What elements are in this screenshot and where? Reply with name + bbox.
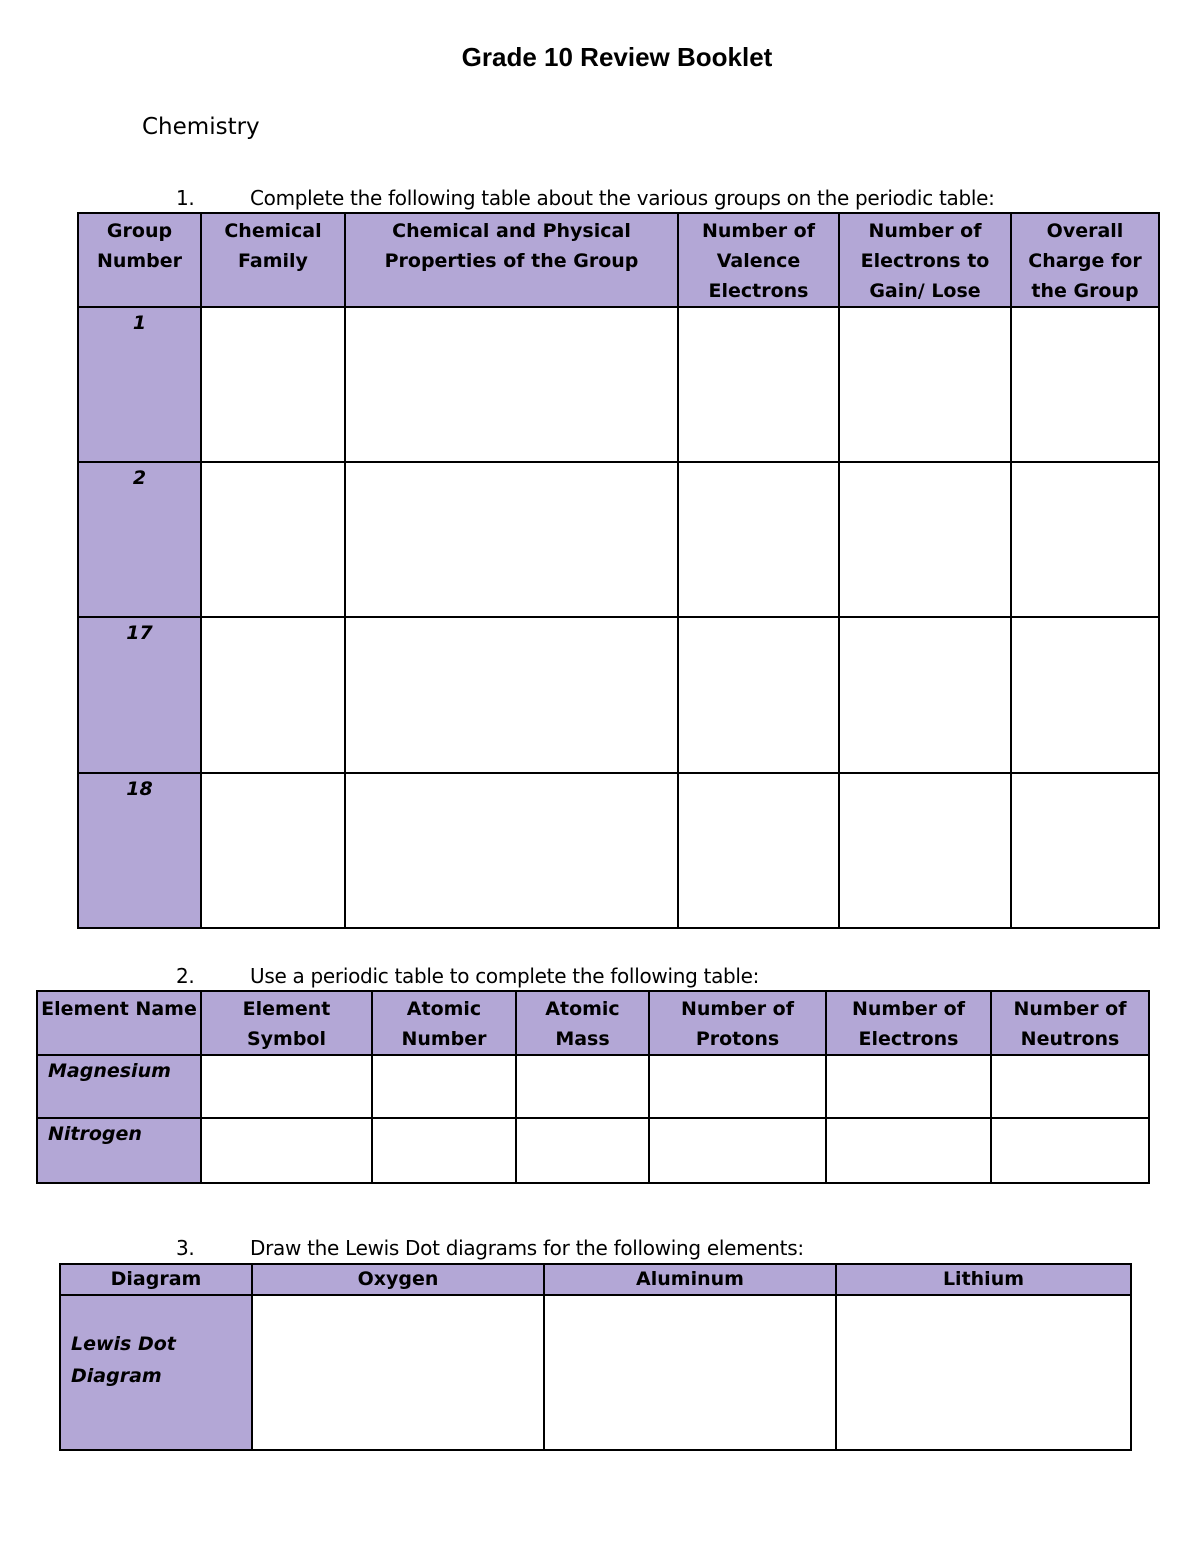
header-neutrons: Number of Neutrons (991, 991, 1149, 1055)
header-oxygen: Oxygen (252, 1264, 544, 1295)
header-lithium: Lithium (836, 1264, 1131, 1295)
answer-cell[interactable] (201, 617, 345, 773)
table-header-row (78, 213, 1159, 307)
header-element-name: Element Name (37, 991, 201, 1055)
header-valence-electrons: Number of Valence Electrons (678, 213, 839, 307)
answer-cell[interactable] (345, 462, 678, 617)
answer-cell[interactable] (826, 1118, 991, 1183)
answer-cell[interactable] (1011, 462, 1159, 617)
group-label: 18 (78, 773, 201, 928)
header-chemical-family: Chemical Family (201, 213, 345, 307)
answer-cell[interactable] (991, 1118, 1149, 1183)
answer-cell[interactable] (839, 617, 1011, 773)
answer-cell[interactable] (345, 773, 678, 928)
page-title: Grade 10 Review Booklet (461, 42, 773, 72)
table-row (37, 1118, 1149, 1183)
answer-cell[interactable] (826, 1055, 991, 1118)
table-row (78, 462, 1159, 617)
drawing-cell[interactable] (836, 1295, 1131, 1450)
answer-cell[interactable] (991, 1055, 1149, 1118)
header-electrons: Number of Electrons (826, 991, 991, 1055)
answer-cell[interactable] (678, 462, 839, 617)
answer-cell[interactable] (1011, 307, 1159, 462)
question-3-text: Draw the Lewis Dot diagrams for the following elements: (250, 1236, 804, 1260)
table-row (60, 1295, 1131, 1450)
answer-cell[interactable] (839, 307, 1011, 462)
table-header-row (60, 1264, 1131, 1295)
question-3-number: 3. (176, 1236, 195, 1260)
periodic-groups-table (77, 212, 1160, 929)
answer-cell[interactable] (345, 617, 678, 773)
group-label: 1 (78, 307, 201, 462)
answer-cell[interactable] (839, 462, 1011, 617)
element-label: Magnesium (37, 1055, 201, 1118)
table-row (37, 1055, 1149, 1118)
lewis-dot-label: Lewis Dot Diagram (60, 1295, 252, 1450)
table-row (78, 307, 1159, 462)
answer-cell[interactable] (201, 1055, 372, 1118)
answer-cell[interactable] (201, 307, 345, 462)
answer-cell[interactable] (516, 1055, 649, 1118)
group-label: 17 (78, 617, 201, 773)
header-atomic-mass: Atomic Mass (516, 991, 649, 1055)
header-electrons-gain-lose: Number of Electrons to Gain/ Lose (839, 213, 1011, 307)
table-header-row (37, 991, 1149, 1055)
table-row (78, 617, 1159, 773)
header-element-symbol: Element Symbol (201, 991, 372, 1055)
answer-cell[interactable] (201, 773, 345, 928)
answer-cell[interactable] (839, 773, 1011, 928)
element-label: Nitrogen (37, 1118, 201, 1183)
answer-cell[interactable] (345, 307, 678, 462)
header-overall-charge: Overall Charge for the Group (1011, 213, 1159, 307)
answer-cell[interactable] (678, 307, 839, 462)
question-2-number: 2. (176, 964, 195, 988)
drawing-cell[interactable] (544, 1295, 836, 1450)
answer-cell[interactable] (1011, 617, 1159, 773)
elements-table (36, 990, 1150, 1184)
answer-cell[interactable] (372, 1118, 516, 1183)
table-row (78, 773, 1159, 928)
question-2-instruction (176, 964, 759, 988)
answer-cell[interactable] (201, 462, 345, 617)
answer-cell[interactable] (516, 1118, 649, 1183)
group-label: 2 (78, 462, 201, 617)
section-title: Chemistry (142, 114, 260, 140)
question-1-number: 1. (176, 186, 195, 210)
question-1-text: Complete the following table about the various groups on the periodic table: (250, 186, 995, 210)
header-aluminum: Aluminum (544, 1264, 836, 1295)
header-group-number: Group Number (78, 213, 201, 307)
answer-cell[interactable] (678, 617, 839, 773)
answer-cell[interactable] (678, 773, 839, 928)
question-2-text: Use a periodic table to complete the following table: (250, 964, 760, 988)
answer-cell[interactable] (1011, 773, 1159, 928)
header-protons: Number of Protons (649, 991, 826, 1055)
drawing-cell[interactable] (252, 1295, 544, 1450)
header-atomic-number: Atomic Number (372, 991, 516, 1055)
lewis-dot-table (59, 1263, 1132, 1451)
answer-cell[interactable] (372, 1055, 516, 1118)
question-3-instruction (176, 1236, 804, 1260)
header-diagram: Diagram (60, 1264, 252, 1295)
question-1-instruction (176, 186, 995, 210)
answer-cell[interactable] (201, 1118, 372, 1183)
header-properties: Chemical and Physical Properties of the Group (345, 213, 678, 307)
answer-cell[interactable] (649, 1055, 826, 1118)
answer-cell[interactable] (649, 1118, 826, 1183)
